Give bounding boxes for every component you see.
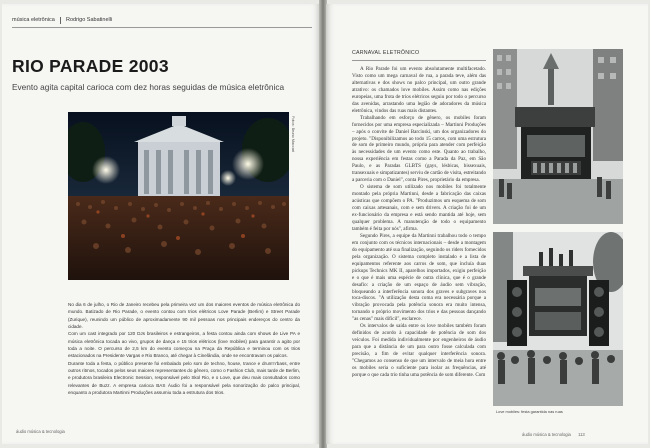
truck-photo <box>493 49 623 224</box>
sidebar-kicker: CARNAVAL ELETRÔNICO <box>352 50 420 56</box>
header-separator <box>60 17 61 24</box>
right-paragraph: O sistema de som utilizado nos mobiles foi totalmente montado pela própria Martinni, desde a fabricação das caixas acústicas que compõem o PA. "Produzimos um esquema de som com caixas artesanais, com e sem drivers. A criação foi de um ex-funcionário da empresa e está sendo mantida até hoje, sem qualquer problema. A manutenção de todo o equipamento também é feita por nós", afirma. <box>352 184 486 232</box>
left-paragraph: Com um cast integrado por 120 DJs brasileiros e estrangeiros, a festa contou ainda com shows de Live PA e música eletrônica tocada ao vivo, grupos de dança e 15 trios elétricos (love mobiles) para garantir a agito por toda a noite. O percurso de 2,5 km do evento começou na Praça da República e terminou com os trios estacionados na Presidente Vargas e Rio Branco, até chegar à Cinelândia, onde se encontravam os palcos. <box>68 331 300 359</box>
right-paragraph: A Rio Parade foi um evento absolutamente multifacetado. Visto como um mega carnaval de rua, a parada teve, além das alternativas e dos shows no palco principal, um outro grande atrativo: os chamados love mobiles. Assim como nas edições europeias, uma frota de trios elétricos seguiu por todo o percurso das avenidas, arrastando uma legião de adoradores da música eletrônica, vindos das ruas mais distantes. <box>352 66 486 114</box>
crowd-photo <box>68 112 289 280</box>
truck-photo-illustration <box>493 49 623 224</box>
page-number: 113 <box>578 432 585 437</box>
footer-magazine-name: áudio música & tecnologia <box>522 432 571 437</box>
right-paragraph: Os intervalos de saída entre os love mobiles também foram definidos de acordo à capacidade de potência de som dos veículos. Foi medida individualmente por engenheiros de áudio para que a distância de um para outro fosse calculada com precisão, a fim de evitar qualquer interferência sonora. "Chegamos ao consenso de que um intervalo de meia hora entre os mobiles seria o suficiente para isolar as frequências, até porque o que cada trio tinha uma potência de som diferente. Com <box>352 323 486 378</box>
kicker-rule <box>352 60 486 61</box>
stage-photo <box>493 232 623 406</box>
article-subtitle: Evento agita capital carioca com dez horas seguidas de música eletrônica <box>12 82 285 92</box>
photo-credit: Fotos: Bruno Maccari <box>291 116 295 153</box>
left-footer: áudio música & tecnologia <box>16 429 65 434</box>
section-header <box>12 17 312 26</box>
left-paragraph: No dia 6 de julho, o Rio de Janeiro recebeu pela primeira vez um dos maiores eventos de música eletrônica do mundo. Batizado de Rio Parade, o evento contou com trios elétricos Love Parade (Berlim) e Street Parade (Zurique), reunindo um público de aproximadamente 90 mil pessoas nos principais endereços do centro da cidade. <box>68 302 300 330</box>
stage-photo-illustration <box>493 232 623 406</box>
left-paragraph: Durante toda a festa, o público presente foi embalado pelo som de techno, house, trance e drum'n'bass, entre outros ritmos, tocados pelos seus maiores representantes do gênero, como o Fashion Club, mais tarde de Berlim, e produtora brasileira Electronic Session, responsável pelo Skol Rio, e o Love, que deu mais consultados como relevantes de Buzz. A empresa carioca BAS Áudio foi a responsável pela sonorização do palco principal, enquanto a produtora Martinni Produções assumiu toda a estrutura dos trios. <box>68 360 300 396</box>
right-paragraph: Trabalhando em esforço de gênero, os mobiles foram fornecidos por uma empresa especializada – Martinni Produções – após o convite de Daniel Barcinski, um dos organizadores do projeto. "Disponibilizamos ao todo 15 carros, com uma estrutura de som de primeiro mundo, própria para atender com perfeição às necessidades de um evento como este. Quanto ao trabalho, nossa experiência em festas como a Parada da Paz, em São Paulo, e as Paradas GLBTS (gays, lésbicas, bissexuais, transexuais e simpatizantes) serviu de cartão de visita, estreitando a parceria com o Daniel", conta Pires, proprietário da empresa. <box>352 114 486 184</box>
photo-caption: Love mobiles: festa garantida nas ruas <box>496 409 563 414</box>
left-body-text <box>68 301 300 396</box>
section-name: música eletrônica <box>12 17 55 23</box>
right-page <box>326 4 648 444</box>
right-body-text <box>352 66 486 421</box>
right-paragraph: Segundo Pires, a equipe da Martinni trabalhou todo o tempo em conjunto com os técnicos internacionais – desde a montagem do equipamento até sua finalização, seguindo os riders fornecidos pela organização. O sistema completo instalado e a lista de equipamentos referente aos carros de som, que incluía duas pickups Technics MK II, aparelhos importados, exigiu perfeição e o que é mais uma espécie de outra clínica, que é o grande desafio: a criação de um espaço de áudio sem vibração, bloqueando a interferência sonora dos graves e subgraves nos toca-discos. "A utilização desta coma era necessária porque a vibração provocada pela potência sonora era muito intensa, tornando o próprio movimento dos trios e das pessoas dançando "as cenas" mais difícil", esclarece. <box>352 232 486 323</box>
article-title: RIO PARADE 2003 <box>12 56 169 76</box>
crowd-photo-illustration <box>68 112 289 280</box>
header-rule <box>12 27 312 28</box>
left-page <box>2 4 320 444</box>
right-footer <box>522 432 585 437</box>
author-name: Rodrigo Sabatinelli <box>66 17 113 23</box>
